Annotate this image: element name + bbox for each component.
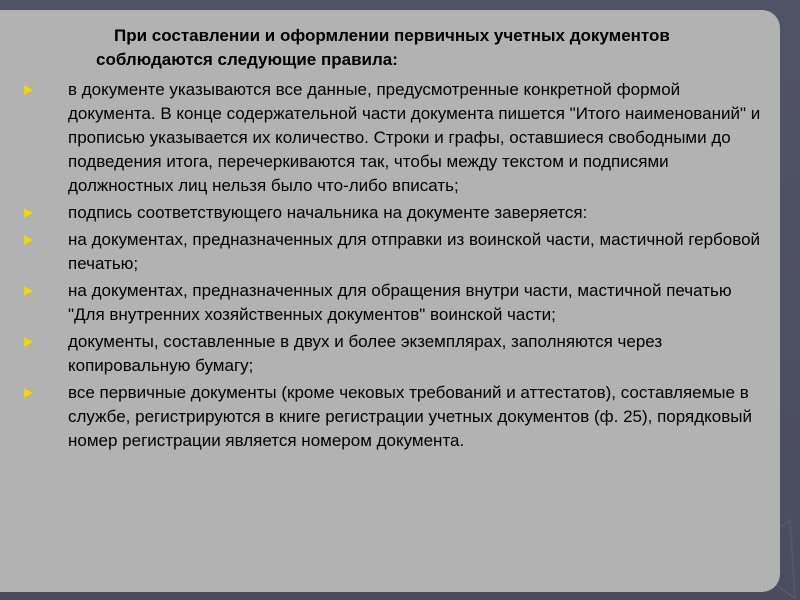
list-item-text: подпись соответствующего начальника на документе заверяется: (68, 203, 588, 222)
list-item-text: все первичные документы (кроме чековых требований и аттестатов), составляемые в службе, регистрируются в книге регистрации учетных документов (ф. 25), порядковый номер регистрации является номером документа. (68, 383, 752, 450)
list-item-text: на документах, предназначенных для обращения внутри части, мастичной печатью "Для внутренних хозяйственных документов" воинской части; (68, 281, 732, 324)
list-item (20, 330, 772, 378)
list-item (20, 201, 772, 225)
triangle-bullet-icon (24, 208, 33, 218)
triangle-bullet-icon (24, 235, 33, 245)
list-item-text: на документах, предназначенных для отправки из воинской части, мастичной гербовой печатью; (68, 230, 761, 273)
list-item-text: документы, составленные в двух и более экземплярах, заполняются через копировальную бумагу; (68, 332, 663, 375)
list-item (20, 228, 772, 276)
rules-list (20, 78, 772, 456)
slide-title: При составлении и оформлении первичных учетных документов соблюдаются следующие правила: (96, 26, 670, 69)
triangle-bullet-icon (24, 388, 33, 398)
list-item-text: в документе указываются все данные, предусмотренные конкретной формой документа. В конце содержательной части документа пишется "Итого наименований" и прописью указывается их количество. Строки и графы, оставшиеся свободными до подведения итога, перечеркиваются так, чтобы между текстом и подписями должностных лиц нельзя было что-либо вписать; (68, 80, 761, 195)
list-item (20, 381, 772, 453)
triangle-bullet-icon (24, 337, 33, 347)
list-item (20, 78, 772, 198)
triangle-bullet-icon (24, 286, 33, 296)
triangle-bullet-icon (24, 85, 33, 95)
list-item (20, 279, 772, 327)
